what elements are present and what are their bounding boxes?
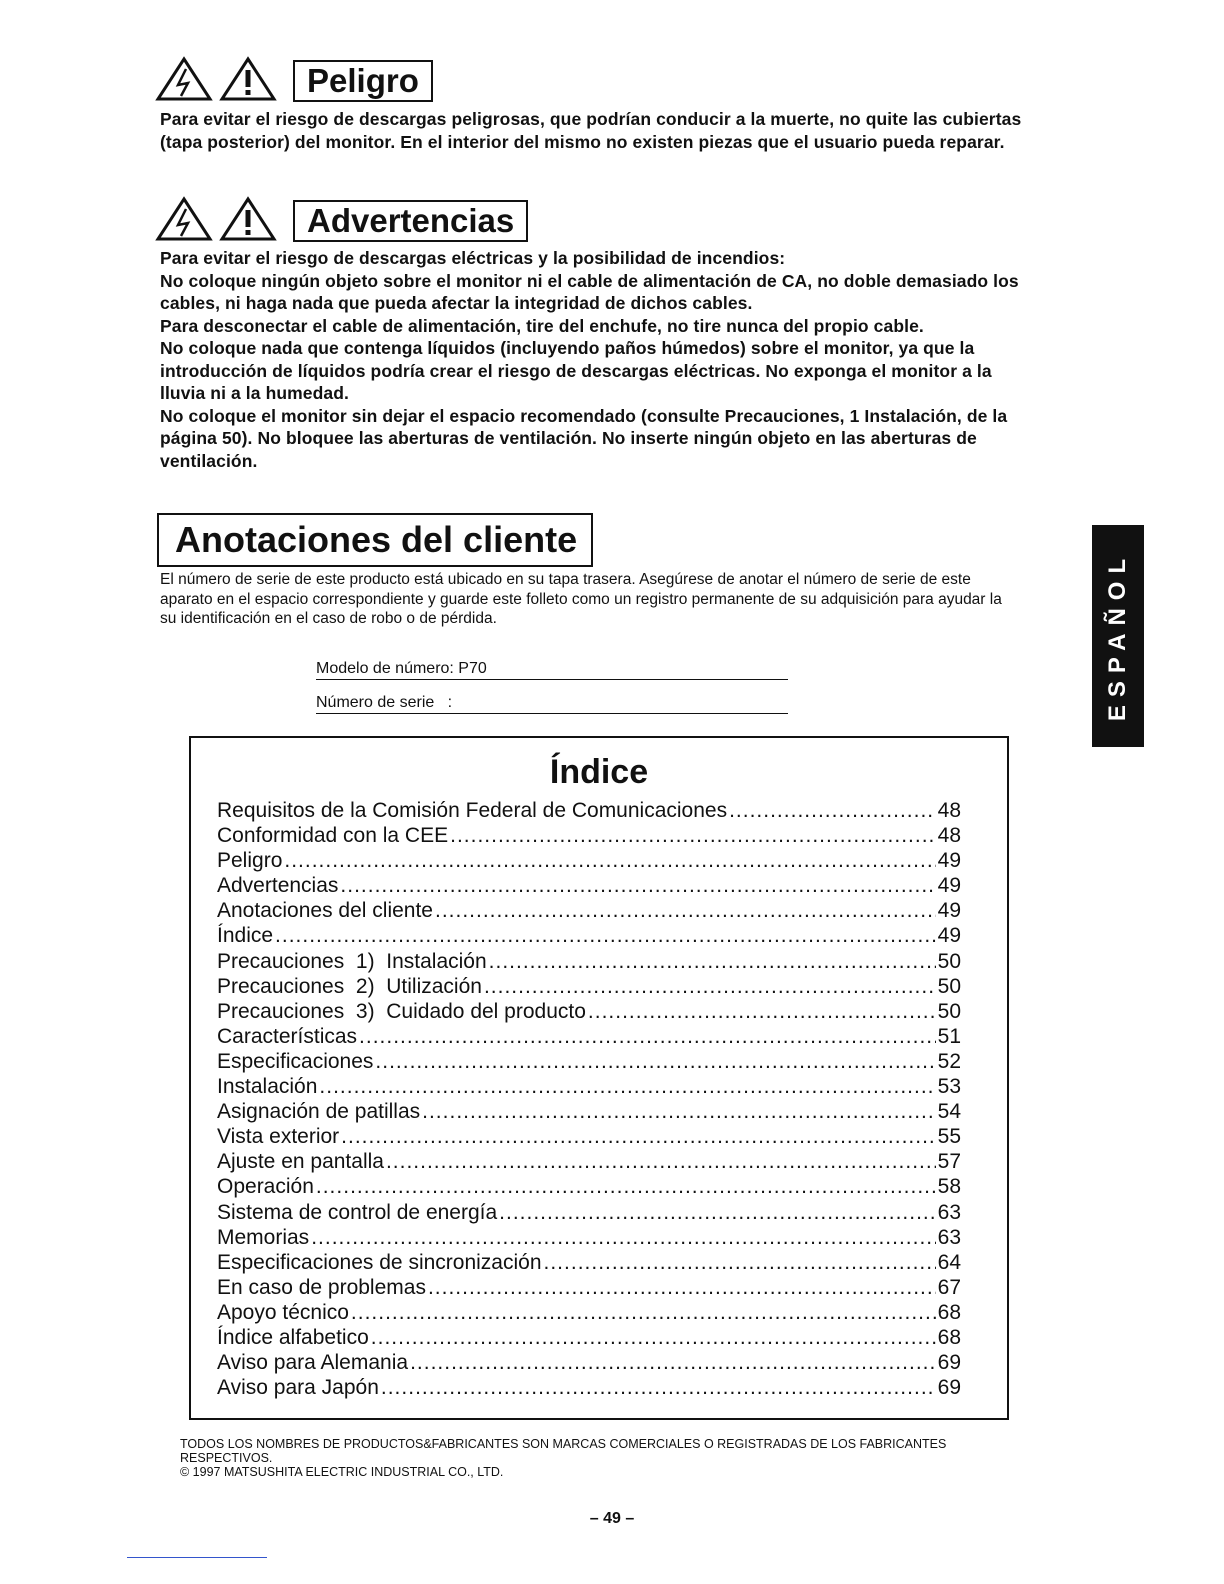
index-dot-leader — [484, 974, 936, 999]
index-entry-label: Advertencias — [217, 874, 339, 898]
index-entry-label: Precauciones 1) Instalación — [217, 949, 487, 973]
index-box — [189, 736, 1009, 1420]
language-side-tab — [1092, 525, 1144, 747]
index-entry — [217, 999, 961, 1024]
index-entry-page: 49 — [937, 899, 961, 923]
index-entry-label: Requisitos de la Comisión Federal de Comunicaciones — [217, 799, 728, 822]
electric-shock-warning-icon — [155, 196, 213, 242]
index-entry-label: Índice — [217, 924, 274, 948]
index-entry — [217, 949, 961, 974]
index-entry-page: 67 — [937, 1275, 961, 1299]
index-entry — [217, 1250, 961, 1275]
index-entry-page: 69 — [937, 1351, 961, 1375]
index-entry — [217, 1225, 961, 1250]
index-entry-label: Apoyo técnico — [217, 1300, 349, 1324]
advertencias-paragraph: Para evitar el riesgo de descargas eléctricas y la posibilidad de incendios: — [160, 248, 786, 268]
index-entry — [217, 1049, 961, 1074]
index-entry-page: 50 — [937, 974, 961, 998]
index-entry-label: Precauciones 2) Utilización — [217, 974, 482, 998]
index-entry — [217, 848, 961, 873]
copyright-notice: © 1997 MATSUSHITA ELECTRIC INDUSTRIAL CO., LTD. — [180, 1465, 504, 1479]
index-entry-page: 57 — [937, 1150, 961, 1174]
index-entry-label: Peligro — [217, 849, 283, 873]
index-dot-leader — [311, 1225, 935, 1250]
index-entry — [217, 1074, 961, 1099]
index-dot-leader — [275, 923, 936, 948]
index-entry-label: Aviso para Japón — [217, 1376, 379, 1400]
trademark-notice: TODOS LOS NOMBRES DE PRODUCTOS&FABRICANTES SON MARCAS COMERCIALES O REGISTRADAS DE LOS FABRICANTES RESPECTIVOS. — [180, 1437, 947, 1465]
anotaciones-title: Anotaciones del cliente — [157, 513, 593, 567]
index-entry-page: 55 — [937, 1125, 961, 1149]
index-dot-leader — [410, 1350, 936, 1375]
index-entry-label: Instalación — [217, 1075, 318, 1099]
index-dot-leader — [351, 1300, 936, 1325]
index-entry-page: 50 — [937, 949, 961, 973]
index-entry-label: Memorias — [217, 1225, 310, 1249]
index-entry — [217, 1350, 961, 1375]
index-dot-leader — [381, 1375, 936, 1400]
index-entry-page: 64 — [937, 1250, 961, 1274]
index-entry-page: 51 — [937, 1024, 961, 1048]
index-entry — [217, 798, 961, 823]
anotaciones-text: El número de serie de este producto está ubicado en su tapa trasera. Asegúrese de anotar el número de serie de este aparato en el espacio correspondiente y guarde este folleto como un registro permanente de su adquisición para ayudar la su identificación en el caso de robo o de pérdida. — [160, 571, 1002, 627]
advertencias-paragraph: No coloque ningún objeto sobre el monitor ni el cable de alimentación de CA, no doble demasiado los cables, ni haga nada que pueda afectar la integridad de dichos cables. — [160, 270, 1019, 313]
index-dot-leader — [375, 1049, 935, 1074]
index-entry-page: 52 — [937, 1049, 961, 1073]
index-entry-page: 53 — [937, 1075, 961, 1099]
index-title: Índice — [549, 753, 649, 791]
index-entry-label: Conformidad con la CEE — [217, 824, 449, 848]
index-entry-label: Especificaciones — [217, 1049, 374, 1073]
index-entry — [217, 898, 961, 923]
footer — [180, 1437, 1020, 1479]
index-dot-leader — [588, 999, 936, 1024]
index-entry-label: Ajuste en pantalla — [217, 1150, 384, 1174]
index-dot-leader — [544, 1250, 936, 1275]
index-entry-page: 48 — [937, 799, 961, 822]
index-dot-leader — [359, 1024, 936, 1049]
caution-warning-icon — [219, 56, 277, 102]
index-dot-leader — [428, 1275, 936, 1300]
index-entry-page: 63 — [937, 1225, 961, 1249]
index-entry-page: 48 — [937, 824, 961, 848]
advertencias-paragraph: No coloque nada que contenga líquidos (incluyendo paños húmedos) sobre el monitor, ya que la introducción de líquidos podría crear el riesgo de descargas eléctricas. No exponga el monitor a la lluvia ni a la humedad. — [160, 338, 992, 403]
electric-shock-warning-icon — [155, 56, 213, 102]
index-entry — [217, 873, 961, 898]
index-dot-leader — [341, 1124, 935, 1149]
index-entry — [217, 1300, 961, 1325]
index-dot-leader — [386, 1149, 936, 1174]
page-number: – 49 – — [589, 1510, 635, 1527]
index-dot-leader — [450, 823, 936, 848]
index-entry — [217, 974, 961, 999]
index-dot-leader — [316, 1174, 936, 1199]
index-entry-page: 54 — [937, 1100, 961, 1124]
index-dot-leader — [371, 1325, 936, 1350]
caution-warning-icon — [219, 196, 277, 242]
index-dot-leader — [422, 1099, 936, 1124]
peligro-text — [160, 108, 1040, 153]
index-dot-leader — [340, 873, 935, 898]
serial-number-field: Número de serie : — [316, 693, 788, 714]
index-entry — [217, 1174, 961, 1199]
advertencias-paragraph: No coloque el monitor sin dejar el espacio recomendado (consulte Precauciones, 1 Instalación, de la página 50). No bloquee las aberturas de ventilación. No inserte ningún objeto en las aberturas de ventilación. — [160, 405, 1008, 471]
model-number-field: Modelo de número: P70 — [316, 659, 788, 680]
index-dot-leader — [284, 848, 935, 873]
index-entry-label: En caso de problemas — [217, 1275, 426, 1299]
index-entry-page: 68 — [937, 1325, 961, 1349]
index-entry-page: 58 — [937, 1175, 961, 1199]
advertencias-title: Advertencias — [293, 200, 528, 242]
index-entry — [217, 1024, 961, 1049]
index-entry — [217, 923, 961, 948]
index-entry — [217, 1375, 961, 1400]
index-entry-page: 69 — [937, 1376, 961, 1400]
advertencias-header — [155, 196, 528, 242]
index-entry-label: Asignación de patillas — [217, 1100, 421, 1124]
peligro-paragraph: Para evitar el riesgo de descargas peligrosas, que podrían conducir a la muerte, no quite las cubiertas (tapa posterior) del monitor. En el interior del mismo no existen piezas que el usuario pueda reparar. — [160, 109, 1022, 152]
index-entry — [217, 823, 961, 848]
index-entry-page: 68 — [937, 1300, 961, 1324]
index-entry — [217, 1275, 961, 1300]
index-dot-leader — [319, 1074, 935, 1099]
peligro-header — [155, 56, 433, 102]
index-entry-label: Características — [217, 1024, 358, 1048]
index-dot-leader — [499, 1200, 935, 1225]
index-entry-page: 49 — [937, 874, 961, 898]
advertencias-paragraph: Para desconectar el cable de alimentación, tire del enchufe, no tire nunca del propio cable. — [160, 315, 924, 336]
index-entry — [217, 1124, 961, 1149]
index-entry — [217, 1200, 961, 1225]
index-entry-page: 49 — [937, 924, 961, 948]
index-dot-leader — [729, 798, 936, 823]
bottom-rule — [127, 1557, 267, 1558]
index-dot-leader — [489, 949, 936, 974]
index-entry-label: Precauciones 3) Cuidado del producto — [217, 999, 586, 1023]
index-entry-label: Sistema de control de energía — [217, 1200, 498, 1224]
index-entry-label: Operación — [217, 1175, 314, 1199]
peligro-title: Peligro — [293, 60, 433, 102]
index-entry — [217, 1325, 961, 1350]
index-entry — [217, 1099, 961, 1124]
index-list — [217, 798, 961, 1400]
index-entry-page: 63 — [937, 1200, 961, 1224]
index-entry-label: Índice alfabetico — [217, 1325, 369, 1349]
index-entry-label: Especificaciones de sincronización — [217, 1250, 542, 1274]
index-dot-leader — [435, 898, 936, 923]
index-entry-page: 49 — [937, 849, 961, 873]
advertencias-text — [160, 247, 1035, 472]
language-tab-label: ESPAÑOL — [1104, 550, 1132, 722]
index-entry-page: 50 — [937, 999, 961, 1023]
index-entry-label: Vista exterior — [217, 1125, 340, 1149]
index-entry-label: Anotaciones del cliente — [217, 899, 433, 923]
index-entry — [217, 1149, 961, 1174]
index-entry-label: Aviso para Alemania — [217, 1351, 409, 1375]
